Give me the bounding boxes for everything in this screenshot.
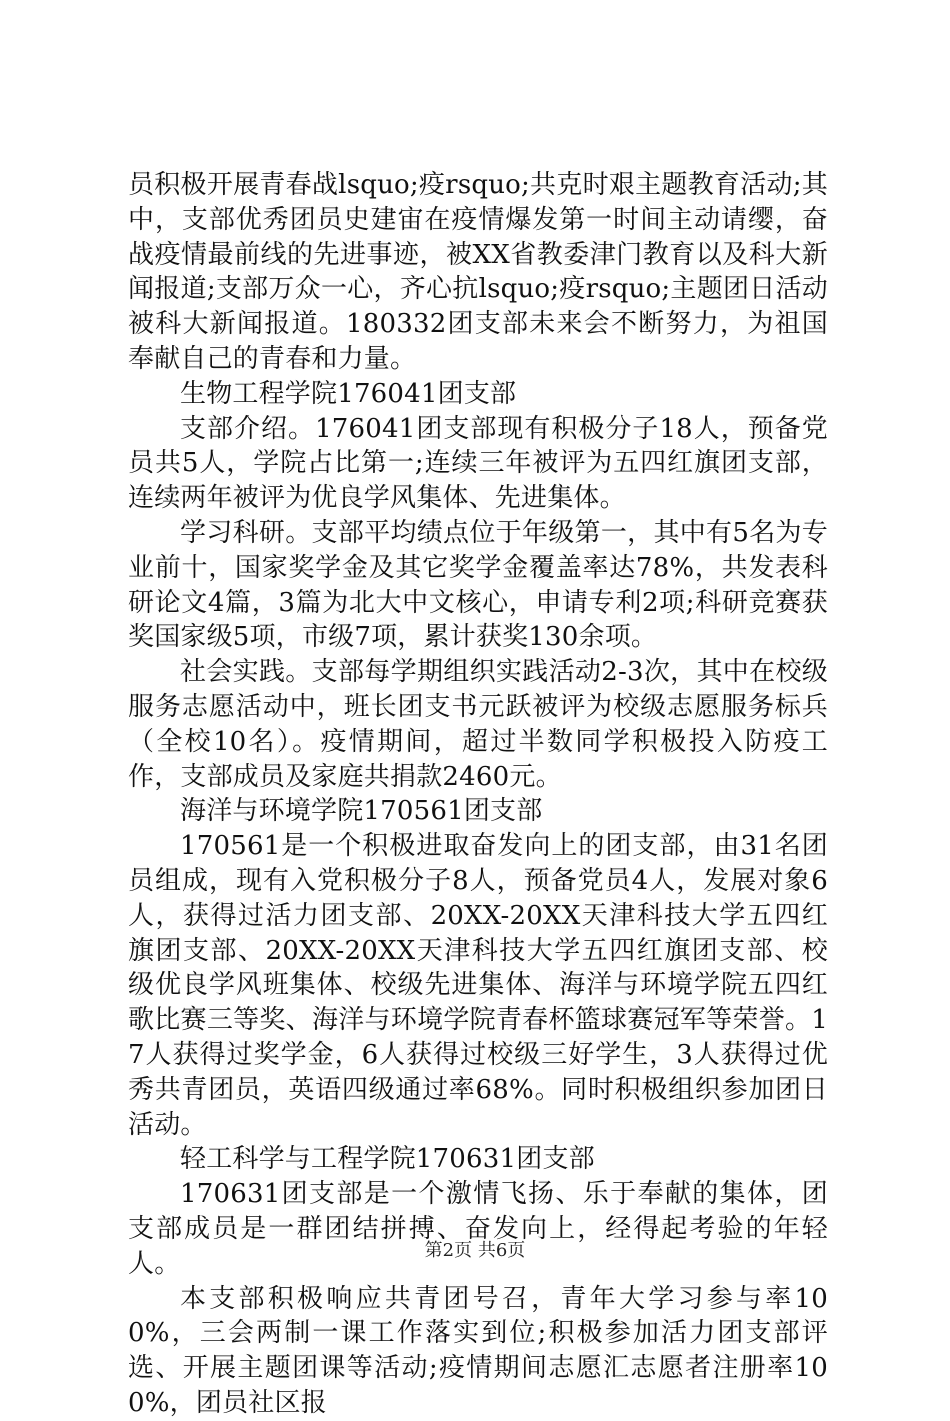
paragraph-1: 员积极开展青春战lsquo;疫rsquo;共克时艰主题教育活动;其中，支部优秀团员史建宙在疫情爆发第一时间主动请缨，奋战疫情最前线的先进事迹，被XX省教委津门教育以及科大新闻报道;支部万众一心，齐心抗lsquo;疫rsquo;主题团日活动被科大新闻报道。180332团支部未来会不断努力，为祖国奉献自己的青春和力量。	[128, 170, 828, 374]
section-heading-light-industry: 轻工科学与工程学院170631团支部	[180, 1144, 595, 1175]
paragraph-social-practice: 社会实践。支部每学期组织实践活动2-3次，其中在校级服务志愿活动中，班长团支书元跃被评为校级志愿服务标兵（全校10名）。疫情期间，超过半数同学积极投入防疫工作，支部成员及家庭共捐款2460元。	[128, 657, 828, 792]
section-heading-bioengineering: 生物工程学院176041团支部	[180, 378, 517, 409]
document-body	[128, 168, 828, 1421]
paragraph-light-industry-activities: 本支部积极响应共青团号召，青年大学习参与率100%，三会两制一课工作落实到位;积极参加活力团支部评选、开展主题团课等活动;疫情期间志愿汇志愿者注册率100%，团员社区报	[128, 1283, 828, 1418]
page-footer: 第2页 共6页	[424, 1240, 526, 1261]
paragraph-study-research: 学习科研。支部平均绩点位于年级第一，其中有5名为专业前十，国家奖学金及其它奖学金覆盖率达78%，共发表科研论文4篇，3篇为北大中文核心，申请专利2项;科研竞赛获奖国家级5项，市级7项，累计获奖130余项。	[128, 517, 828, 653]
paragraph-light-industry-branch: 170631团支部是一个激情飞扬、乐于奉献的集体，团支部成员是一群团结拼搏、奋发向上，经得起考验的年轻人。	[128, 1179, 828, 1279]
section-heading-ocean-environment: 海洋与环境学院170561团支部	[180, 796, 543, 827]
paragraph-branch-intro: 支部介绍。176041团支部现有积极分子18人，预备党员共5人，学院占比第一;连续三年被评为五四红旗团支部，连续两年被评为优良学风集体、先进集体。	[128, 413, 828, 514]
paragraph-ocean-branch: 170561是一个积极进取奋发向上的团支部，由31名团员组成，现有入党积极分子8人，预备党员4人，发展对象6人，获得过活力团支部、20XX-20XX天津科技大学五四红旗团支部、20XX-20XX天津科技大学五四红旗团支部、校级优良学风班集体、校级先进集体、海洋与环境学院五四红歌比赛三等奖、海洋与环境学院青春杯篮球赛冠军等荣誉。17人获得过奖学金，6人获得过校级三好学生，3人获得过优秀共青团员，英语四级通过率68%。同时积极组织参加团日活动。	[128, 831, 828, 1140]
